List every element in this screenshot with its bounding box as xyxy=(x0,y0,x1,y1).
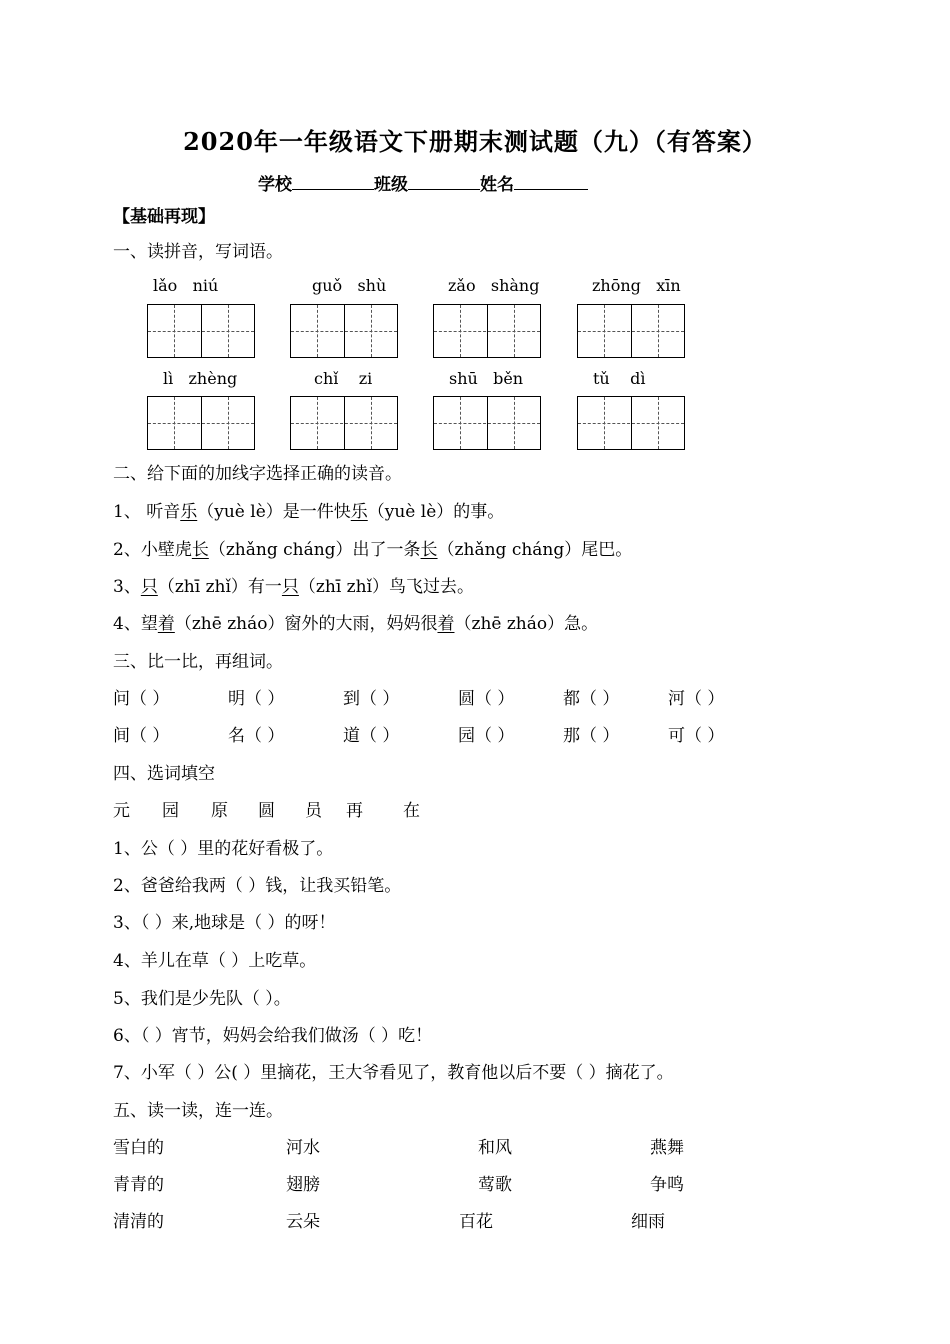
match-word[interactable]: 和风 xyxy=(478,1138,512,1158)
school-blank[interactable] xyxy=(292,175,374,190)
compare-item: 河（ ） xyxy=(668,689,725,709)
section-heading: 【基础再现】 xyxy=(113,207,215,227)
compare-item: 间（ ） xyxy=(113,726,170,746)
fill-item: 4、羊儿在草（ ）上吃草。 xyxy=(113,951,317,971)
pinyin: zǎo shàng xyxy=(448,276,540,295)
page-title: 2020年一年级语文下册期末测试题（九）（有答案） xyxy=(183,127,767,156)
word-option: 园 xyxy=(162,801,179,821)
q4-heading: 四、选词填空 xyxy=(113,764,215,784)
compare-item: 圆（ ） xyxy=(458,689,515,709)
fill-item: 1、公（ ）里的花好看极了。 xyxy=(113,839,334,859)
match-word[interactable]: 百花 xyxy=(459,1212,493,1232)
q5-heading: 五、读一读，连一连。 xyxy=(113,1101,283,1121)
match-word[interactable]: 清清的 xyxy=(113,1212,164,1232)
fill-item: 2、爸爸给我两（ ）钱，让我买铅笔。 xyxy=(113,876,402,896)
match-word[interactable]: 云朵 xyxy=(286,1212,320,1232)
match-word[interactable]: 争鸣 xyxy=(650,1175,684,1195)
word-option: 原 xyxy=(211,801,228,821)
word-option: 在 xyxy=(403,801,420,821)
writing-grid[interactable] xyxy=(433,304,541,358)
word-option: 员 xyxy=(305,801,322,821)
compare-item: 到（ ） xyxy=(343,689,400,709)
pinyin: shū běn xyxy=(449,369,524,388)
compare-item: 问（ ） xyxy=(113,689,170,709)
pinyin: chǐ zi xyxy=(314,369,373,388)
writing-grid[interactable] xyxy=(577,396,685,450)
compare-item: 可（ ） xyxy=(668,726,725,746)
q2-heading: 二、给下面的加线字选择正确的读音。 xyxy=(113,464,402,484)
pinyin: tǔ dì xyxy=(593,369,646,388)
writing-grid[interactable] xyxy=(577,304,685,358)
q2-item: 4、望着（zhē zháo）窗外的大雨，妈妈很着（zhē zháo）急。 xyxy=(113,614,599,634)
q3-heading: 三、比一比，再组词。 xyxy=(113,652,283,672)
school-label: 学校 xyxy=(258,175,292,195)
q2-item: 1、 听音乐（yuè lè）是一件快乐（yuè lè）的事。 xyxy=(113,502,505,522)
word-option: 圆 xyxy=(258,801,275,821)
compare-item: 都（ ） xyxy=(563,689,620,709)
writing-grid[interactable] xyxy=(290,396,398,450)
name-label: 姓名 xyxy=(480,175,514,195)
pinyin: lì zhèng xyxy=(163,369,238,388)
class-label: 班级 xyxy=(374,175,408,195)
q2-item: 3、只（zhī zhǐ）有一只（zhī zhǐ）鸟飞过去。 xyxy=(113,577,475,597)
match-word[interactable]: 细雨 xyxy=(631,1212,665,1232)
writing-grid[interactable] xyxy=(290,304,398,358)
fill-item: 5、我们是少先队（ ）。 xyxy=(113,989,291,1009)
writing-grid[interactable] xyxy=(147,396,255,450)
student-info xyxy=(258,170,588,195)
match-word[interactable]: 雪白的 xyxy=(113,1138,164,1158)
name-blank[interactable] xyxy=(514,175,588,190)
compare-item: 道（ ） xyxy=(343,726,400,746)
pinyin: guǒ shù xyxy=(312,276,387,295)
match-word[interactable]: 青青的 xyxy=(113,1175,164,1195)
word-option: 再 xyxy=(346,801,363,821)
match-word[interactable]: 河水 xyxy=(286,1138,320,1158)
compare-item: 那（ ） xyxy=(563,726,620,746)
class-blank[interactable] xyxy=(408,175,480,190)
compare-item: 园（ ） xyxy=(458,726,515,746)
pinyin: lǎo niú xyxy=(153,276,219,295)
q1-heading: 一、读拼音，写词语。 xyxy=(113,242,283,262)
fill-item: 7、小军（ ）公( ）里摘花，王大爷看见了，教育他以后不要（ ）摘花了。 xyxy=(113,1063,674,1083)
fill-item: 6、（ ）宵节，妈妈会给我们做汤（ ）吃！ xyxy=(113,1026,433,1046)
pinyin: zhōng xīn xyxy=(592,276,681,295)
match-word[interactable]: 燕舞 xyxy=(650,1138,684,1158)
word-option: 元 xyxy=(113,801,130,821)
fill-item: 3、（ ）来,地球是（ ）的呀！ xyxy=(113,913,336,933)
match-word[interactable]: 翅膀 xyxy=(286,1175,320,1195)
match-word[interactable]: 莺歌 xyxy=(478,1175,512,1195)
compare-item: 名（ ） xyxy=(228,726,285,746)
writing-grid[interactable] xyxy=(147,304,255,358)
writing-grid[interactable] xyxy=(433,396,541,450)
compare-item: 明（ ） xyxy=(228,689,285,709)
q2-item: 2、小壁虎长（zhǎng cháng）出了一条长（zhǎng cháng）尾巴。 xyxy=(113,540,633,560)
